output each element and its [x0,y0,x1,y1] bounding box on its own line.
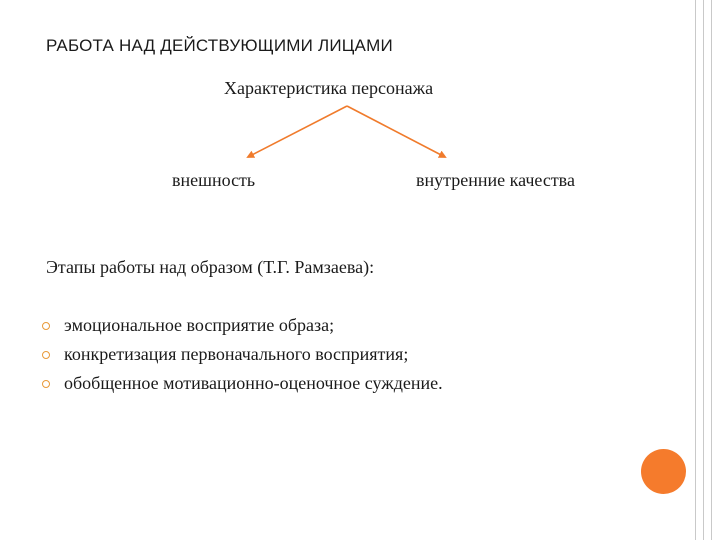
list-item [42,311,443,340]
list-item-text: обобщенное мотивационно-оценочное суждение. [64,373,443,393]
diagram-root-label: Характеристика персонажа [224,78,434,98]
slide-title: РАБОТА НАД ДЕЙСТВУЮЩИМИ ЛИЦАМИ [46,36,393,55]
list-item [42,340,443,369]
arrow-right [347,106,445,157]
node-appearance: внешность [172,170,256,190]
bullet-ring-icon [42,351,50,359]
list-item-text: эмоциональное восприятие образа; [64,315,335,335]
decorative-circle [641,449,686,494]
stages-list [42,311,443,398]
stages-heading: Этапы работы над образом (Т.Г. Рамзаева): [46,257,375,277]
list-item [42,369,443,398]
list-item-text: конкретизация первоначального восприятия; [64,344,409,364]
bullet-ring-icon [42,322,50,330]
node-inner-qualities: внутренние качества [416,170,575,190]
arrow-left [248,106,347,157]
bullet-ring-icon [42,380,50,388]
